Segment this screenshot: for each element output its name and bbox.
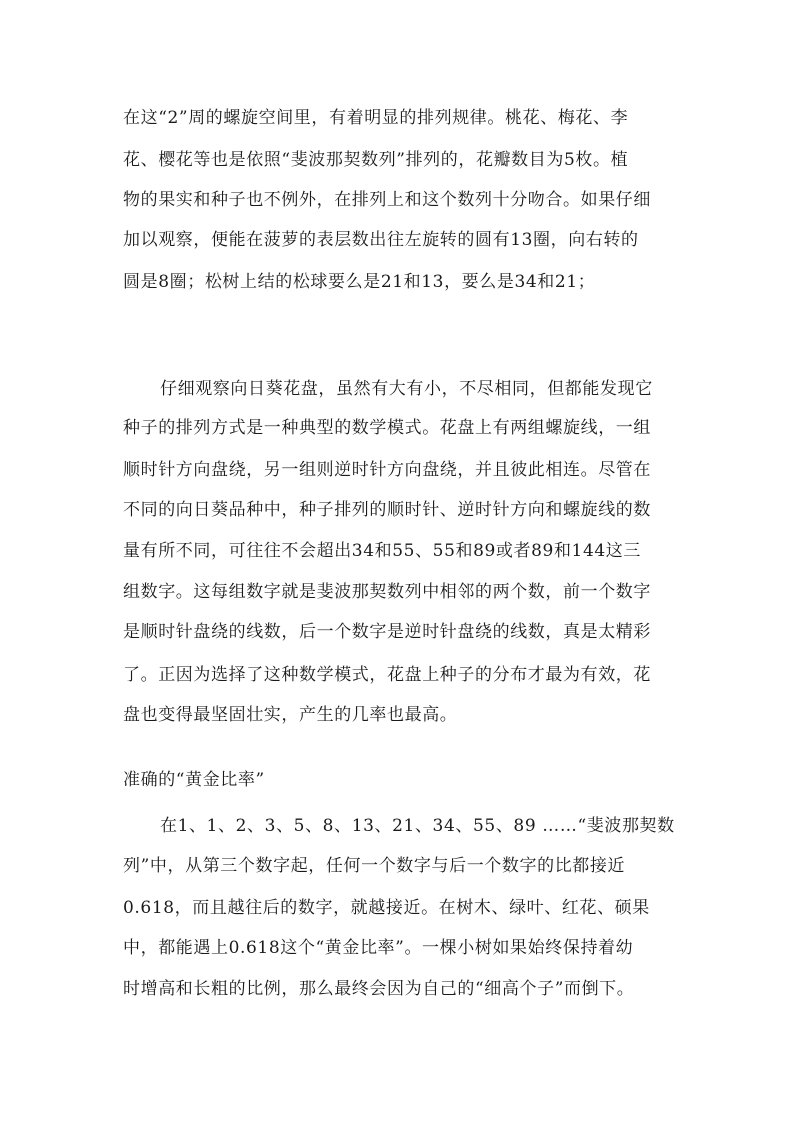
text-line: 了。正因为选择了这种数学模式，花盘上种子的分布才最为有效，花 [123,665,651,685]
text-line: 量有所不同，可往往不会超出34和55、55和89或者89和144这三 [123,541,642,561]
text-line: 种子的排列方式是一种典型的数学模式。花盘上有两组螺旋线，一组 [123,418,651,438]
text-line: 不同的向日葵品种中，种子排列的顺时针、逆时针方向和螺旋线的数 [123,500,651,520]
text-line: 盘也变得最坚固壮实，产生的几率也最高。 [123,705,458,725]
section-heading: 准确的“黄金比率” [123,770,265,790]
text-line: 时增高和长粗的比例，那么最终会因为自己的“细高个子”而倒下。 [123,979,635,999]
text-line: 是顺时针盘绕的线数，后一个数字是逆时针盘绕的线数，真是太精彩 [123,622,651,642]
text-line: 列”中，从第三个数字起，任何一个数字与后一个数字的比都接近 [123,856,626,876]
text-line: 仔细观察向日葵花盘，虽然有大有小，不尽相同，但都能发现它 [160,379,653,399]
text-line: 加以观察，便能在菠萝的表层数出往左旋转的圆有13圈，向右转的 [123,230,639,250]
text-line: 圆是8圈；松树上结的松球要么是21和13，要么是34和21； [123,272,596,292]
text-line: 中，都能遇上0.618这个“黄金比率”。一棵小树如果始终保持着幼 [123,938,634,958]
text-line: 在这“2”周的螺旋空间里，有着明显的排列规律。桃花、梅花、李 [123,108,629,128]
text-line: 物的果实和种子也不例外，在排列上和这个数列十分吻合。如果仔细 [123,190,651,210]
text-line: 0.618，而且越往后的数字，就越接近。在树木、绿叶、红花、硕果 [123,898,650,918]
text-line: 顺时针方向盘绕，另一组则逆时针方向盘绕，并且彼此相连。尽管在 [123,460,651,480]
text-line: 花、樱花等也是依照“斐波那契数列”排列的，花瓣数目为5枚。植 [123,150,629,170]
text-line: 在1、1、2、3、5、8、13、21、34、55、89 ……“斐波那契数 [160,816,675,836]
text-line: 组数字。这每组数字就是斐波那契数列中相邻的两个数，前一个数字 [123,582,651,602]
